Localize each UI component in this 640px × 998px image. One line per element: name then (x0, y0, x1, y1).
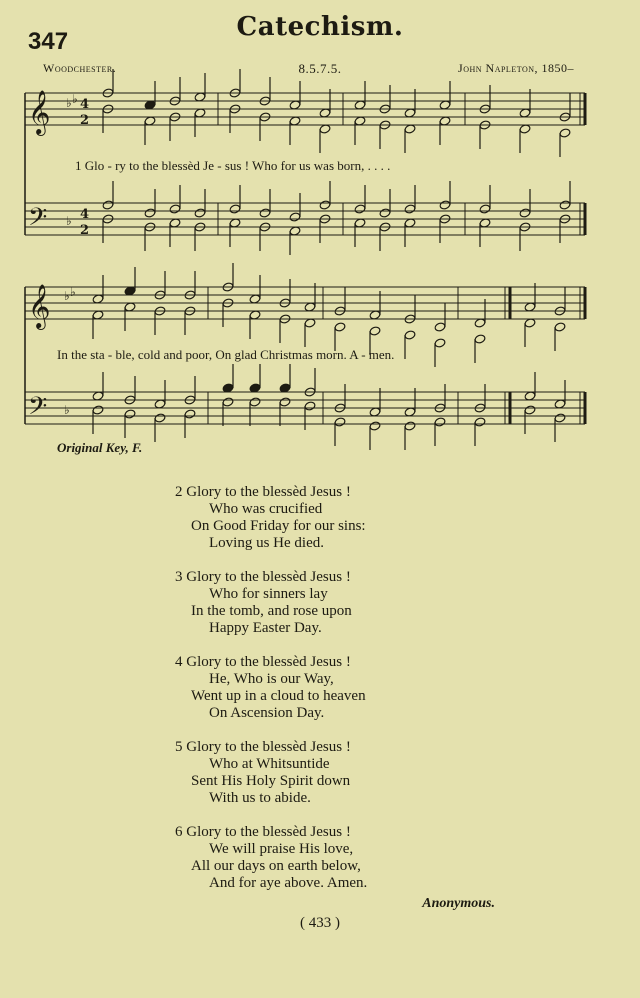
note-head (474, 417, 486, 427)
note-head (434, 417, 446, 427)
treble-staff-1 (25, 93, 585, 125)
note-head (559, 200, 571, 210)
note-head (434, 338, 446, 348)
note-head (519, 208, 531, 218)
flat-icon: ♭ (66, 96, 72, 110)
note-head (92, 405, 104, 415)
note-head (194, 208, 206, 218)
stanza-line: We will praise His love, (209, 841, 354, 857)
stanza-5 (175, 739, 351, 807)
flat-icon: ♭ (64, 403, 70, 417)
note-head (554, 413, 566, 423)
time-signature: 4 (80, 207, 90, 222)
stanza-line: Loving us He died. (209, 535, 324, 551)
attribution: Anonymous. (422, 896, 495, 911)
meter: 8.5.7.5. (298, 61, 342, 76)
note-head (479, 204, 491, 214)
page-title: Catechism. (236, 12, 404, 42)
flat-icon: ♭ (64, 289, 70, 303)
lyric-line-2: In the sta - ble, cold and poor, On glad Christmas morn. A - men. (57, 347, 395, 362)
stanza-line: He, Who is our Way, (209, 671, 334, 687)
note-head (404, 204, 416, 214)
note-head (319, 200, 331, 210)
time-signature: 2 (80, 113, 90, 128)
stanza-line: And for aye above. Amen. (209, 875, 368, 891)
stanza-4 (175, 654, 366, 722)
note-head (289, 212, 301, 222)
stanza-line: On Ascension Day. (209, 705, 325, 721)
note-head (124, 409, 136, 419)
flat-icon: ♭ (72, 92, 78, 106)
stanza-line: All our days on earth below, (191, 858, 361, 874)
stanza-line: With us to abide. (209, 790, 311, 806)
stanza-line: Happy Easter Day. (209, 620, 322, 636)
hymn-number: 347 (28, 28, 69, 55)
note-head (279, 397, 291, 407)
stanza-line: In the tomb, and rose upon (191, 603, 352, 619)
page-number: ( 433 ) (300, 915, 340, 931)
note-head (144, 208, 156, 218)
time-signature: 2 (80, 223, 90, 238)
stanza-line: Sent His Holy Spirit down (191, 773, 351, 789)
note-head (474, 334, 486, 344)
time-signature: 4 (80, 97, 90, 112)
note-head (259, 208, 271, 218)
stanza-line: 6 Glory to the blessèd Jesus ! (175, 824, 351, 840)
note-head (102, 200, 114, 210)
stanza-line: 5 Glory to the blessèd Jesus ! (175, 739, 351, 755)
note-head (304, 401, 316, 411)
note-head (404, 330, 416, 340)
composer: John Napleton, 1850– (458, 61, 574, 75)
note-head (559, 128, 571, 138)
note-head (249, 397, 261, 407)
bass-clef-icon: 𝄢 (28, 203, 48, 238)
treble-clef-icon: 𝄞 (28, 284, 51, 328)
note-head (379, 208, 391, 218)
music-score (0, 0, 640, 460)
stanza-line: Went up in a cloud to heaven (191, 688, 366, 704)
stanza-line: Who at Whitsuntide (209, 756, 330, 772)
flat-icon: ♭ (66, 214, 72, 228)
note-head (369, 326, 381, 336)
stanza-line: 4 Glory to the blessèd Jesus ! (175, 654, 351, 670)
stanza-2 (175, 484, 366, 552)
note-head (524, 405, 536, 415)
note-head (154, 413, 166, 423)
note-head (334, 417, 346, 427)
note-head (169, 204, 181, 214)
note-head (434, 322, 446, 332)
lyric-line-1: 1 Glo - ry to the blessèd Je - sus ! Who for us was born, . . . . (75, 158, 391, 173)
bass-clef-icon: 𝄢 (28, 392, 48, 427)
original-key: Original Key, F. (57, 440, 143, 455)
stanza-3 (175, 569, 352, 637)
note-head (222, 397, 234, 407)
tune-name: Woodchester. (43, 61, 117, 75)
stanza-line: Who for sinners lay (209, 586, 328, 602)
note-head (229, 204, 241, 214)
stanza-line: On Good Friday for our sins: (191, 518, 366, 534)
note-head (184, 409, 196, 419)
stanza-line: 2 Glory to the blessèd Jesus ! (175, 484, 351, 500)
stanza-line: 3 Glory to the blessèd Jesus ! (175, 569, 351, 585)
bass-staff-1 (25, 203, 585, 235)
treble-clef-icon: 𝄞 (28, 90, 51, 134)
note-head (369, 421, 381, 431)
note-head (354, 204, 366, 214)
treble-staff-2 (25, 287, 585, 319)
note-head (554, 322, 566, 332)
note-head (439, 200, 451, 210)
stanza-line: Who was crucified (209, 501, 323, 517)
note-head (334, 322, 346, 332)
note-head (404, 421, 416, 431)
flat-icon: ♭ (70, 285, 76, 299)
stanza-6 (175, 824, 367, 892)
